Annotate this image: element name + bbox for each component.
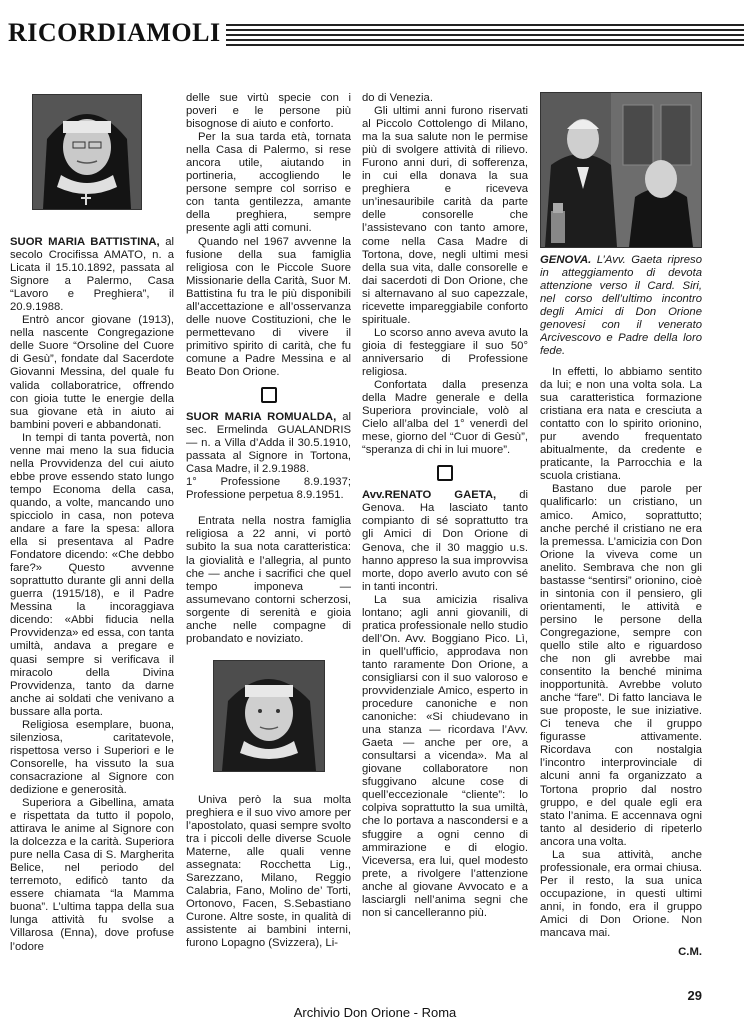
section-separator-icon [261,387,277,403]
page-number: 29 [687,988,702,1003]
paragraph: Per la sua tarda età, tornata nella Casa di Palermo, si rese ancora utile, aiutando in portineria, accogliendo le persone sempre col sorriso e con tanta gentilezza, amante della preghiera, sempre presente agli atti comuni. [186,131,351,235]
header-rule [226,44,744,46]
paragraph: Quando nel 1967 avvenne la fusione della sua famiglia religiosa con le Piccole Suore Missionarie della Carità, Suor M. Battistina fu tra le più disponibili all’accettazione e all’osservanza delle nuove Costituzioni, che le permettevano di vivere il primitivo spirito di carità, che fu comune a Padre Messina e al Beato Don Orione. [186,235,351,378]
paragraph: Gli ultimi anni furono riservati al Piccolo Cottolengo di Milano, ma la sua salute non le permise più di svolgere attività di rilievo. Furono anni duri, di sofferenza, in cui ella donava la sua preghiera e riceveva un’inesauribile carità da parte delle consorelle che l’assistevano con tanto amore, come nella Casa Madre di Tortona, dove, negli ultimi mesi della sua vita, dalle consorelle e dai sacerdoti di Don Orione, che si alternavano al suo capezzale, ricevette impareggiabile conforto spirituale. [362,105,528,326]
paragraph: Confortata dalla presenza della Madre generale e della Superiora provinciale, volò al Cielo all’alba del 1° venerdì del mese, giorno del “Cuor di Gesù”, “speranza di chi in lui muore”. [362,379,528,457]
paragraph: La sua attività, anche professionale, era ormai chiusa. Per il resto, la sua unica occupazione, in questi ultimi anni, in fondo, era il gruppo Amici di Don Orione. Non mancava mai. [540,848,702,940]
obituary-name: Avv.RENATO GAETA, [362,489,497,502]
paragraph: do di Venezia. [362,92,433,104]
paragraph: Bastano due parole per qualificarlo: un cristiano, un amico. Amico, soprattutto; anche perché il cristiano ne era la premessa. L’amicizia con Don Orione la viveva come un anelito. Sembrava che non gli bastasse “sentirsi” orionino, cioè in sintonia con il pensiero, gli orientamenti, le attività e persino le persone della Congregazione, sempre con quello stile alto e riguardoso che non gli avrebbe mai consentito la benché minima inopportunità. Avrebbe voluto anche “fare”. Di fatto lanciava le sue proposte, le sue iniziative. Ci teneva che il gruppo figurasse attivamente. Ricordava con nostalgia l’incontro interprovinciale di alcuni anni fa organizzato a Tortona proprio dal nostro gruppo, e del quale egli era stato l’anima. E accennava ogni tanto al desiderio di ripeterlo ancora una volta. [540,483,702,848]
paragraph: In tempi di tanta povertà, non venne mai meno la sua fiducia nella Provvidenza del cui aiuto ebbe prove essendo stato lungo tempo Economa della casa, quando, a volte, mancando uno spicciolo in casa, non poteva andare a fare la spesa: allora ella si presentava al Padre Fondatore dicendo: «Che debbo fare?» Questo avvenne soprattutto durante gli anni della guerra (1915/18), e il Padre Messina la incoraggiava dicendo: «Abbi fiducia nella Provvidenza» ed essa, con tanta umiltà, andava a pregare e quasi sempre si verificava il miracolo della Divina Provvidenza, tanto da darne anche ai soldati che venivano a bussare alla porta. [10,431,174,718]
header-rule [226,24,744,26]
obituary-details: al secolo Crocifissa AMATO, n. a Licata il 15.10.1892, passata al Signore a Palermo, Casa “Lavoro e Preghiera”, il 20.9.1988. [10,236,174,314]
paragraph: Entrò ancor giovane (1913), nella nascente Congregazione delle Suore “Orsoline del Cuore di Gesù”, fondate dal Sacerdote Giovanni Messina, del quale fu valida collaboratrice, offrendo con gioia tutte le energie della sua giovane età in aiuto ai bambini poveri e abbandonati. [10,314,174,431]
portrait-photo-romualda [213,660,325,772]
photo-gaeta-card-siri [540,92,702,248]
signature: C.M. [678,946,702,959]
archive-footer: Archivio Don Orione - Roma [293,1005,457,1020]
page-header [8,14,744,54]
header-rule [226,29,744,31]
portrait-photo-battistina [32,94,142,210]
obituary-name: SUOR MARIA ROMUALDA, [186,411,337,424]
header-rule [226,34,744,36]
section-title: RICORDIAMOLI [8,18,221,47]
paragraph: Univa però la sua molta preghiera e il suo vivo amore per l’apostolato, quasi sempre svolto tra i piccoli delle diverse Scuole Materne, alle quali venne assegnata: Rocchetta Lig., Sarezzano, Milano, Reggio Calabria, Fano, Molino de’ Torti, Ortonovo, Facen, S.Sebastiano Curone. Altre soste, in qualità di assistente ai bambini interni, furono Lopagno (Svizzera), Li- [186,793,351,950]
paragraph: Lo scorso anno aveva avuto la gioia di festeggiare il suo 50° anniversario di Professione religiosa. [362,326,528,378]
obituary-details: di Genova. Ha lasciato tanto compianto di sé soprattutto tra gli Amici di Don Orione di Genova, che il 30 maggio u.s. hanno appreso la sua improvvisa morte, dopo averlo avuto con sé in tanti incontri. [362,489,528,593]
paragraph: Religiosa esemplare, buona, silenziosa, caritatevole, rispettosa verso i Superiori e le Consorelle, ha vissuto la sua consacrazione al Signore con dedizione e generosità. [10,718,174,796]
paragraph: Entrata nella nostra famiglia religiosa a 22 anni, vi portò subito la sua nota caratteristica: la giovialità e l’allegria, al punto che — anche i sacrifici che quel tempo imponeva — assumevano contorni scherzosi, sorgente di serenità e gioia anche nelle compagne di probandato e noviziato. [186,515,351,645]
column-2 [186,92,351,950]
obituary-details: al sec. Ermelinda GUALANDRIS — n. a Villa d’Adda il 30.5.1910, passata al Signore in Tortona, Casa Madre, il 2.9.1988. [186,411,351,476]
photo-caption: L’Avv. Gaeta ripreso in atteggiamento di devota attenzione verso il Card. Siri, nel corso dell’ultimo incontro degli Amici di Don Orione genovesi con il venerato Arcivescovo e Padre della loro fede. [540,254,702,357]
header-rule [226,39,744,41]
paragraph: Superiora a Gibellina, amata e rispettata da tutto il popolo, attirava le anime al Signore con la dolcezza e la carità. Superiora pure nella Casa di S. Margherita Belice, nel periodo del terremoto, edificò tanto da essere chiamata “la Mamma buona”. L’ultima tappa della sua lunga attività fu svolse a Villarosa (Enna), dove profuse l’odore [10,797,174,953]
column-1 [10,92,174,954]
caption-city: GENOVA. [540,254,592,266]
section-separator-icon [437,465,453,481]
column-3 [362,92,528,920]
paragraph: In effetti, lo abbiamo sentito da lui; e non una volta sola. La sua caratteristica formazione cristiana era nata e cresciuta a contatto con lo spirito orionino, pur avendo frequentato abitualmente, da credente e praticante, la Parrocchia e la scuola cristiana. [540,366,702,483]
obituary-name: SUOR MARIA BATTISTINA, [10,236,160,248]
profession-dates: 1° Professione 8.9.1937; Professione perpetua 8.9.1951. [186,476,351,502]
paragraph: La sua amicizia risaliva lontano; agli anni giovanili, di pratica professionale nello studio dell’On. Avv. Boggiano Pico. Lì, in quell’ufficio, approdava non tanto raramente Don Orione, a consigliarsi con il suo valoroso e provvidenziale Amico, esperto in procedure canoniche e non canoniche: «Si chiudevano in una stanza — ricordava l’Avv. Gaeta — anche per ore, a consultarsi a vicenda». Ma al giovane collaboratore non sfuggivano alcune cose di quell’eccezionale “cliente”: lo colpiva soprattutto la sua umiltà, che lo portava a nascondersi e a sfuggire a ogni cenno di ammirazione e di elogio. Viceversa, era lui, quel modesto prete, a rivolgere l’attenzione anche al giovane Avvocato e a lasciargli nell’anima segni che non si cancelleranno più. [362,593,528,919]
paragraph: delle sue virtù specie con i poveri e le persone più bisognose di aiuto e conforto. [186,92,351,131]
column-4 [540,92,702,959]
